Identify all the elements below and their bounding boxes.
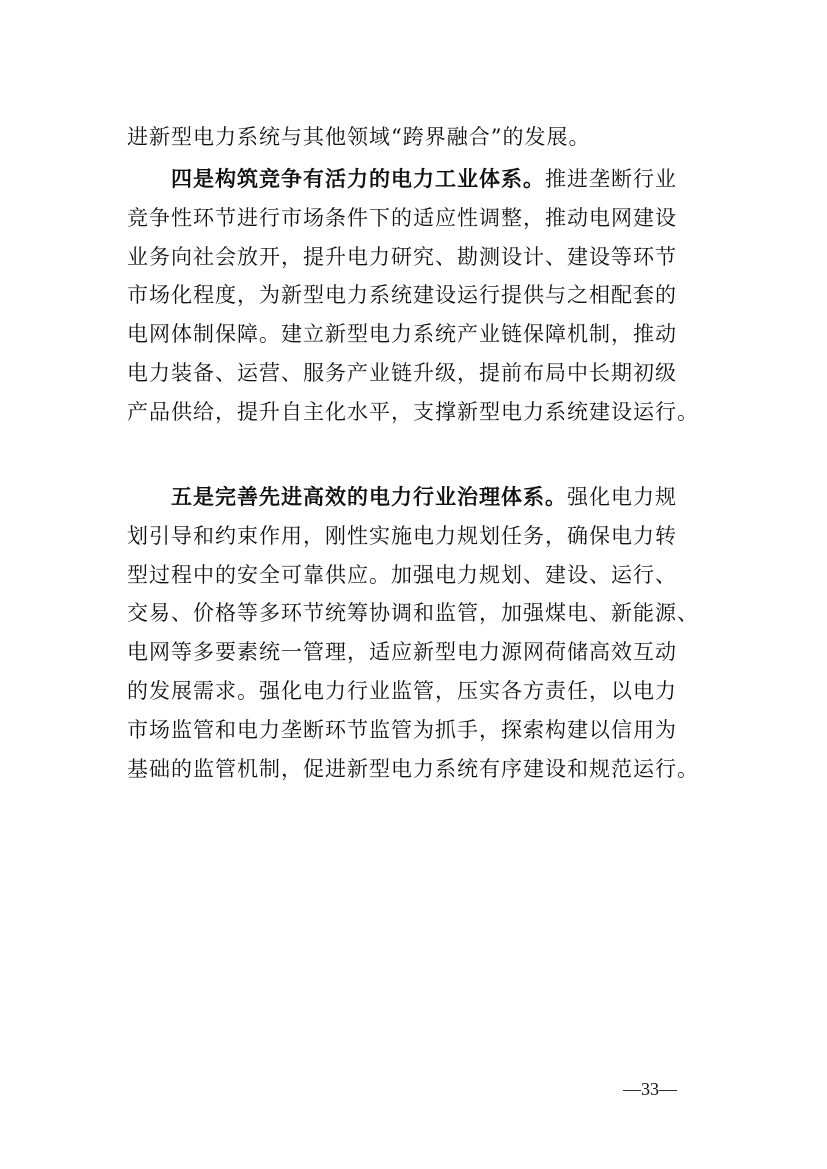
text-line: 市场监管和电力垄断环节监管为抓手，探索构建以信用为 — [127, 717, 677, 742]
paragraph-heading: 四是构筑竞争有活力的电力工业体系。 — [171, 166, 545, 191]
text-line: 基础的监管机制，促进新型电力系统有序建设和规范运行。 — [127, 756, 699, 781]
text-line: 划引导和约束作用，刚性实施电力规划任务，确保电力转 — [127, 523, 677, 548]
text-line: 竞争性环节进行市场条件下的适应性调整，推动电网建设 — [127, 205, 677, 230]
paragraph-first-line-text: 推进垄断行业 — [545, 167, 677, 191]
paragraph-first-line — [127, 160, 699, 199]
text-line: 电网体制保障。建立新型电力系统产业链保障机制，推动 — [127, 322, 677, 347]
text-line: 的发展需求。强化电力行业监管，压实各方责任，以电力 — [127, 678, 677, 703]
paragraph-four — [127, 160, 699, 432]
paragraph-first-line — [127, 478, 699, 517]
text-line: 型过程中的安全可靠供应。加强电力规划、建设、运行、 — [127, 562, 677, 587]
text-line: 产品供给，提升自主化水平，支撑新型电力系统建设运行。 — [127, 399, 699, 424]
paragraph-heading: 五是完善先进高效的电力行业治理体系。 — [171, 484, 567, 509]
text-line: 电力装备、运营、服务产业链升级，提前布局中长期初级 — [127, 360, 677, 385]
text-line: 电网等多要素统一管理，适应新型电力源网荷储高效互动 — [127, 640, 677, 665]
text-line: 进新型电力系统与其他领域“跨界融合”的发展。 — [127, 125, 591, 149]
paragraph-first-line-text: 强化电力规 — [567, 485, 677, 509]
paragraph-five — [127, 478, 699, 788]
text-line: 业务向社会放开，提升电力研究、勘测设计、建设等环节 — [127, 244, 677, 269]
text-line: 市场化程度，为新型电力系统建设运行提供与之相配套的 — [127, 283, 677, 308]
paragraph-continuation — [127, 118, 699, 157]
page-number: —33— — [623, 1079, 677, 1099]
text-line: 交易、价格等多环节统筹协调和监管，加强煤电、新能源、 — [127, 601, 699, 626]
